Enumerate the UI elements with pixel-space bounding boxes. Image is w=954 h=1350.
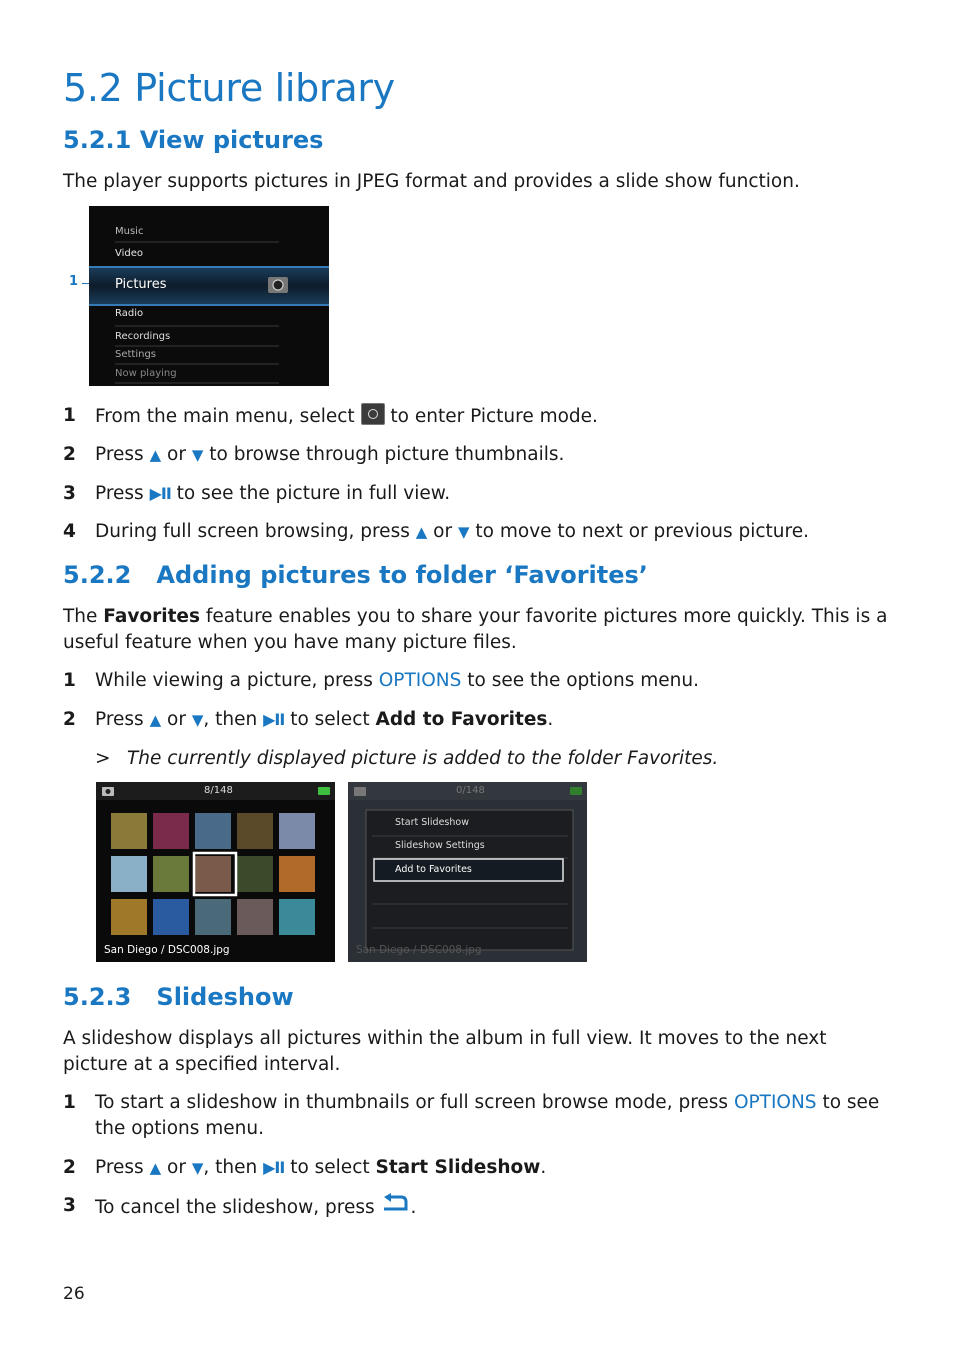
slideshow-step-1: 1 To start a slideshow in thumbnails or full screen browse mode, press OPTIONS to see the options menu.	[63, 1092, 880, 1139]
up-arrow-icon: ▲	[149, 711, 162, 729]
option-add-to-favorites[interactable]: Add to Favorites	[395, 864, 472, 875]
view-step-3: 3 Press ▶II to see the picture in full view.	[63, 481, 893, 507]
callout-number: 1	[69, 274, 79, 289]
menu-item-now-playing: Now playing	[115, 368, 177, 379]
down-arrow-icon: ▼	[191, 446, 204, 464]
thumbnail-view-screenshot	[96, 782, 335, 962]
picture-thumbnail	[237, 856, 273, 892]
picture-caption: San Diego / DSC008.jpg	[356, 944, 482, 956]
play-pause-icon: ▶II	[149, 484, 171, 503]
section-heading-slideshow: 5.2.3 Slideshow	[63, 983, 294, 1011]
picture-thumbnail	[153, 899, 189, 935]
favorites-step-2: 2 Press ▲ or ▼, then ▶II to select Add to Favorites.	[63, 709, 554, 730]
menu-item-music: Music	[115, 226, 144, 237]
menu-item-settings: Settings	[115, 349, 157, 360]
section-heading-view-pictures: 5.2.1 View pictures	[63, 126, 324, 154]
play-pause-icon: ▶II	[263, 1158, 285, 1177]
picture-thumbnail	[279, 813, 315, 849]
menu-item-video: Video	[115, 248, 144, 259]
view-step-1: 1 From the main menu, select to enter Picture mode.	[63, 405, 598, 427]
play-pause-icon: ▶II	[263, 710, 285, 729]
step-number: 2	[63, 444, 76, 465]
picture-counter: 0/148	[456, 785, 485, 796]
step-number: 3	[63, 483, 76, 504]
picture-thumbnail	[111, 813, 147, 849]
picture-thumbnail	[237, 899, 273, 935]
section-heading-favorites: 5.2.2 Adding pictures to folder ‘Favorites’	[63, 561, 648, 589]
picture-thumbnail	[153, 856, 189, 892]
view-intro: The player supports pictures in JPEG format and provides a slide show function.	[63, 171, 800, 192]
step-number: 4	[63, 521, 76, 542]
favorites-step-1: 1 While viewing a picture, press OPTIONS to see the options menu.	[63, 670, 699, 691]
main-menu-screenshot	[89, 206, 329, 386]
picture-thumbnail	[195, 813, 231, 849]
picture-thumbnail	[237, 813, 273, 849]
down-arrow-icon: ▼	[191, 1159, 204, 1177]
up-arrow-icon: ▲	[149, 1159, 162, 1177]
down-arrow-icon: ▼	[457, 523, 470, 541]
view-step-4: 4 During full screen browsing, press ▲ or ▼ to move to next or previous picture.	[63, 519, 893, 545]
step-number: 1	[63, 405, 76, 426]
options-key-label: OPTIONS	[378, 670, 462, 691]
picture-caption: San Diego / DSC008.jpg	[104, 944, 230, 956]
menu-item-pictures: Pictures	[115, 277, 167, 292]
option-slideshow-settings[interactable]: Slideshow Settings	[395, 840, 485, 851]
camera-icon	[354, 787, 366, 796]
slideshow-step-3: 3 To cancel the slideshow, press .	[63, 1195, 417, 1218]
camera-icon	[361, 403, 385, 425]
options-key-label: OPTIONS	[733, 1092, 817, 1113]
slideshow-intro: A slideshow displays all pictures within the album in full view. It moves to the next picture at a specified interval.	[63, 1028, 827, 1075]
picture-thumbnail	[111, 856, 147, 892]
menu-item-radio: Radio	[115, 308, 144, 319]
picture-thumbnail	[153, 813, 189, 849]
battery-icon	[570, 787, 582, 795]
thumbnail-grid	[96, 782, 335, 962]
back-icon	[381, 1193, 411, 1215]
picture-thumbnail	[279, 856, 315, 892]
favorites-intro: The Favorites feature enables you to share your favorite pictures more quickly. This is a useful feature when you have many picture files.	[63, 606, 888, 653]
picture-thumbnail	[195, 856, 231, 892]
picture-thumbnail	[279, 899, 315, 935]
battery-icon	[318, 787, 330, 795]
picture-thumbnail	[195, 899, 231, 935]
up-arrow-icon: ▲	[415, 523, 428, 541]
down-arrow-icon: ▼	[191, 711, 204, 729]
option-start-slideshow[interactable]: Start Slideshow	[395, 817, 469, 828]
up-arrow-icon: ▲	[149, 446, 162, 464]
options-menu-screenshot	[348, 782, 587, 962]
page-title: 5.2 Picture library	[63, 66, 395, 110]
favorites-result: > The currently displayed picture is added to the folder Favorites.	[95, 748, 719, 769]
picture-counter: 8/148	[204, 785, 233, 796]
slideshow-step-2: 2 Press ▲ or ▼, then ▶II to select Start Slideshow.	[63, 1157, 547, 1178]
menu-item-recordings: Recordings	[115, 331, 171, 342]
view-step-2: 2 Press ▲ or ▼ to browse through picture thumbnails.	[63, 442, 893, 468]
page-number: 26	[63, 1284, 85, 1304]
picture-thumbnail	[111, 899, 147, 935]
